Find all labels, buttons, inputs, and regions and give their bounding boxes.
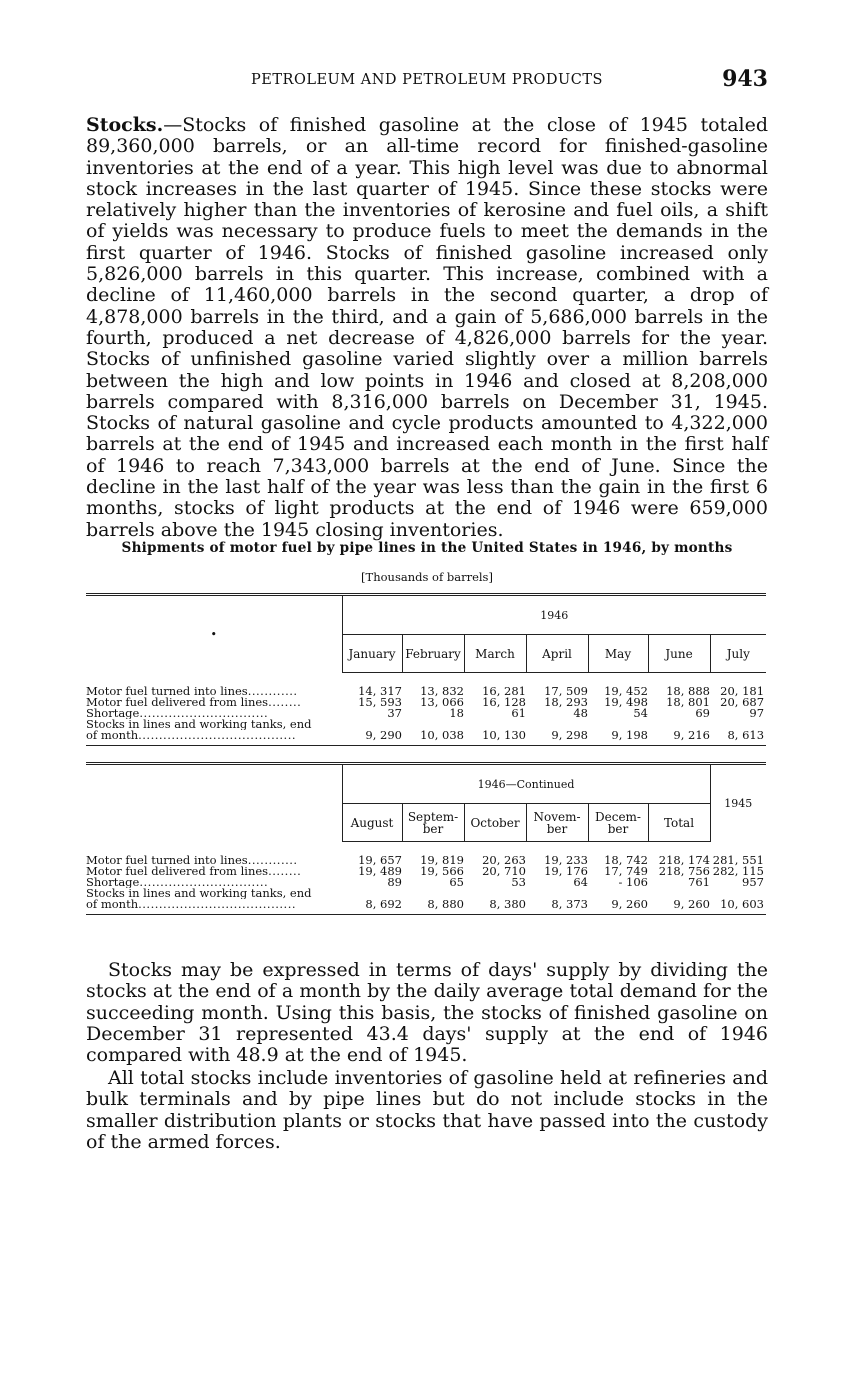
- col-header: Septem- ber: [402, 804, 464, 842]
- table-cell: 13, 066: [420, 695, 464, 709]
- table-cell: 8, 613: [710, 730, 766, 746]
- table-row: [86, 899, 766, 915]
- row-label: Stocks in lines and working tanks, end: [86, 719, 312, 730]
- col-header: June: [648, 635, 710, 673]
- row-label: of month......................................: [86, 730, 342, 746]
- table-cell: 61: [511, 706, 526, 720]
- table-cell: 17, 749: [604, 864, 648, 878]
- table-cell: 64: [573, 875, 588, 889]
- table-cell: 19, 819: [420, 853, 464, 867]
- table-cell: 957: [742, 875, 764, 889]
- stocks-paragraph: [86, 115, 768, 541]
- table-cell: 218, 756: [658, 864, 710, 878]
- table-cell: 20, 710: [482, 864, 526, 878]
- col-header: January: [342, 635, 402, 673]
- table-row: [86, 877, 766, 888]
- running-title: PETROLEUM AND PETROLEUM PRODUCTS: [251, 72, 603, 88]
- days-supply-paragraph: Stocks may be expressed in terms of days' supply by dividing the stocks at the end of a month by the daily average total demand for the succeeding month. Using this basis, the stocks of finished gasoline on December 31 represented 43.4 days' supply at the end of 1946 compared with 48.9 at the end of 1945.: [86, 959, 768, 1067]
- table-cell: 9, 298: [526, 730, 588, 746]
- shipments-table-part2: [86, 762, 766, 915]
- col-header-1945: 1945: [710, 764, 766, 842]
- stub-header: [86, 595, 342, 673]
- table-row: [86, 697, 766, 708]
- table-cell: 8, 380: [464, 899, 526, 915]
- stocks-text: —Stocks of finished gasoline at the close of 1945 totaled 89,360,000 barrels, or an all-time record for finished-gasoline inventories at the end of a year. This high level was due to abnormal stock increases in the last quarter of 1945. Since these stocks were relatively higher than the inventories of kerosine and fuel oils, a shift of yields was necessary to produce fuels to meet the demands in the first quarter of 1946. Stocks of finished gasoline increased only 5,826,000 barrels in this quarter. This increase, combined with a decline of 11,460,000 barrels in the second quarter, a drop of 4,878,000 barrels in the third, and a gain of 5,686,000 barrels in the fourth, produced a net decrease of 4,826,000 barrels for the year. Stocks of unfinished gasoline varied slightly over a million barrels between the high and low points in 1946 and closed at 8,208,000 barrels compared with 8,316,000 barrels on December 31, 1945. Stocks of natural gasoline and cycle products amounted to 4,322,000 barrels at the end of 1945 and increased each month in the first half of 1946 to reach 7,343,000 barrels at the end of June. Since the decline in the last half of the year was less than the gain in the first 6 months, stocks of light products at the end of 1946 were 659,000 barrels above the 1945 closing inventories.: [86, 114, 768, 541]
- table-cell: 10, 603: [710, 899, 766, 915]
- shipments-table-part1: [86, 593, 766, 746]
- table-title: Shipments of motor fuel by pipe lines in the United States in 1946, by months: [121, 540, 733, 556]
- table-cell: 13, 832: [420, 684, 464, 698]
- col-header: May: [588, 635, 648, 673]
- stub-header: [86, 764, 342, 842]
- table-cell: 9, 198: [588, 730, 648, 746]
- total-stocks-paragraph: All total stocks include inventories of gasoline held at refineries and bulk terminals and by pipe lines but do not include stocks in the smaller distribution plants or stocks that have passed into the custody of the armed forces.: [86, 1067, 768, 1153]
- row-label: of month......................................: [86, 899, 342, 915]
- table-cell: 18, 801: [666, 695, 710, 709]
- table-cell: 65: [449, 875, 464, 889]
- table-cell: 37: [387, 706, 402, 720]
- table-cell: 54: [633, 706, 648, 720]
- table-cell: 8, 880: [402, 899, 464, 915]
- row-label: Motor fuel turned into lines............: [86, 686, 298, 697]
- table-cell: 19, 657: [358, 853, 402, 867]
- row-label: Motor fuel delivered from lines........: [86, 866, 302, 877]
- table-cell: 282, 115: [712, 864, 764, 878]
- col-header: February: [402, 635, 464, 673]
- table-cell: 19, 489: [358, 864, 402, 878]
- col-header: July: [710, 635, 766, 673]
- table-cell: 9, 216: [648, 730, 710, 746]
- col-header: March: [464, 635, 526, 673]
- row-label: Shortage...............................: [86, 877, 269, 888]
- table-cell: 9, 260: [648, 899, 710, 915]
- table-cell: 19, 176: [544, 864, 588, 878]
- table-cell: 10, 038: [402, 730, 464, 746]
- table-row: [86, 866, 766, 877]
- table-cell: 761: [688, 875, 710, 889]
- group-header-1946: 1946: [342, 595, 766, 635]
- table-cell: 15, 593: [358, 695, 402, 709]
- row-label: Motor fuel turned into lines............: [86, 855, 298, 866]
- page-header: [86, 66, 768, 94]
- table-cell: 19, 566: [420, 864, 464, 878]
- table-row: [86, 730, 766, 746]
- table-cell: 8, 692: [342, 899, 402, 915]
- table-cell: 9, 260: [588, 899, 648, 915]
- table-cell: 89: [387, 875, 402, 889]
- table-unit-note: [Thousands of barrels]: [361, 570, 493, 584]
- col-header: Total: [648, 804, 710, 842]
- group-header-1946-continued: 1946—Continued: [342, 764, 710, 804]
- page-number: 943: [722, 66, 768, 92]
- table-cell: 18, 742: [604, 853, 648, 867]
- table-cell: 20, 687: [720, 695, 765, 709]
- table-cell: 53: [511, 875, 526, 889]
- col-header: August: [342, 804, 402, 842]
- table-cell: 16, 128: [482, 695, 526, 709]
- table-cell: 14, 317: [358, 684, 402, 698]
- table-row: [86, 708, 766, 719]
- table-cell: 9, 290: [342, 730, 402, 746]
- table-cell: - 106: [618, 875, 648, 889]
- col-header: April: [526, 635, 588, 673]
- table-cell: 281, 551: [712, 853, 764, 867]
- row-label: Stocks in lines and working tanks, end: [86, 888, 312, 899]
- stub-bullet: •: [210, 627, 217, 641]
- table-cell: 18, 888: [666, 684, 710, 698]
- table-cell: 97: [749, 706, 765, 720]
- col-header: Decem- ber: [588, 804, 648, 842]
- table-cell: 17, 509: [544, 684, 588, 698]
- table-cell: 20, 263: [482, 853, 526, 867]
- table-cell: 20, 181: [720, 684, 765, 698]
- table-cell: 19, 233: [544, 853, 588, 867]
- stocks-heading: Stocks.: [86, 114, 164, 136]
- table-cell: 18, 293: [544, 695, 588, 709]
- table-cell: 19, 498: [604, 695, 648, 709]
- table-cell: 18: [449, 706, 464, 720]
- table-cell: 10, 130: [464, 730, 526, 746]
- table-cell: 16, 281: [482, 684, 526, 698]
- col-header: October: [464, 804, 526, 842]
- col-header: Novem- ber: [526, 804, 588, 842]
- table-cell: 48: [573, 706, 588, 720]
- table-cell: 69: [695, 706, 710, 720]
- row-label: Shortage...............................: [86, 708, 269, 719]
- table-cell: 19, 452: [604, 684, 648, 698]
- table-cell: 8, 373: [526, 899, 588, 915]
- row-label: Motor fuel delivered from lines........: [86, 697, 302, 708]
- table-cell: 218, 174: [658, 853, 710, 867]
- table-row: [86, 888, 766, 899]
